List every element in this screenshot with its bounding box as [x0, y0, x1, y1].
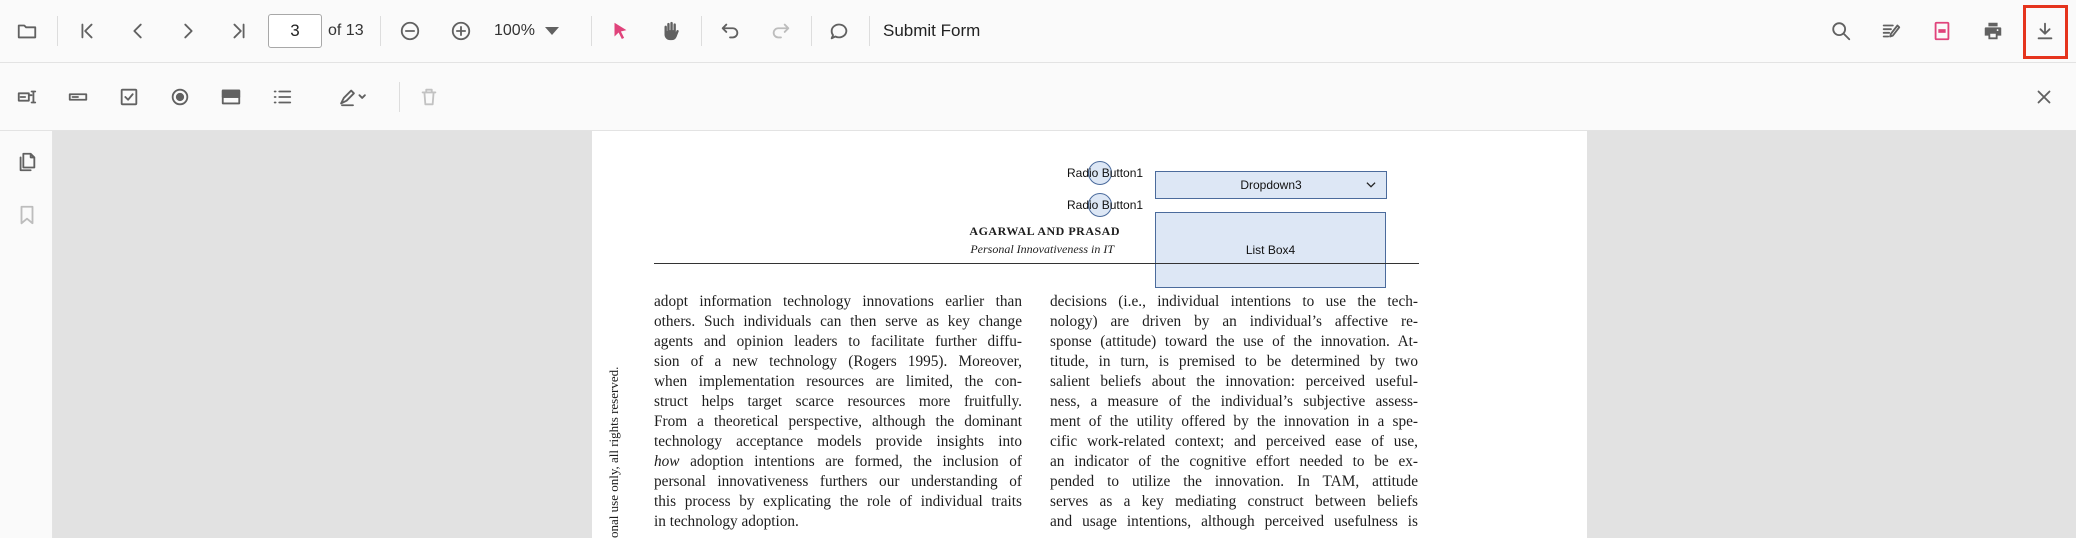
- text-line: adopt information technology innovations earlier than: [654, 293, 1022, 310]
- text-line: sion of a new technology (Rogers 1995). Moreover,: [654, 353, 1022, 370]
- toolbar-separator: [869, 16, 870, 46]
- running-subhead: Personal Innovativeness in IT: [970, 242, 1114, 256]
- text-line: this process by explicating the role of individual traits: [654, 493, 1022, 510]
- listbox-field-label: List Box4: [1245, 243, 1296, 257]
- pan-hand-icon[interactable]: [650, 11, 690, 51]
- first-page-icon[interactable]: [67, 11, 107, 51]
- text-line: agents and opinion leaders to facilitate further diffu-: [654, 333, 1022, 350]
- page-thumbnails-icon[interactable]: [7, 142, 47, 182]
- text-line: sponse (attitude) toward the use of the innovation. At-: [1050, 333, 1418, 350]
- listbox-field[interactable]: [1155, 212, 1386, 288]
- text-line: pended to utilize the innovation. In TAM, attitude: [1050, 473, 1418, 490]
- chevron-down-icon: [1364, 178, 1378, 192]
- text-line: salient beliefs about the innovation: perceived useful-: [1050, 373, 1418, 390]
- previous-page-icon[interactable]: [118, 11, 158, 51]
- toolbar-separator: [701, 16, 702, 46]
- redo-icon[interactable]: [761, 11, 801, 51]
- toolbar-separator: [811, 16, 812, 46]
- checkbox-field-icon[interactable]: [109, 77, 149, 117]
- text-line: [654, 452, 1022, 472]
- text-line: struct helps target scarce resources more fruitfully.: [654, 393, 1022, 410]
- zoom-out-icon[interactable]: [390, 11, 430, 51]
- signature-field-icon[interactable]: [328, 77, 378, 117]
- bookmark-icon[interactable]: [7, 195, 47, 235]
- zoom-dropdown[interactable]: [494, 14, 570, 48]
- page-number-input[interactable]: [268, 14, 322, 48]
- form-designer-toolbar: [0, 63, 2076, 131]
- radio-button-2-label: Radio Button1: [1067, 198, 1144, 212]
- text-line: titude, in turn, is premised to be determined by two: [1050, 353, 1418, 370]
- selection-pointer-icon[interactable]: [600, 11, 640, 51]
- comment-icon[interactable]: [819, 11, 859, 51]
- right-column: [1050, 292, 1418, 532]
- submit-form-button[interactable]: Submit Form: [883, 21, 981, 40]
- last-page-icon[interactable]: [219, 11, 259, 51]
- zoom-in-icon[interactable]: [441, 11, 481, 51]
- text-line: an indicator of the cognitive effort needed to be ex-: [1050, 453, 1418, 470]
- text-line: cific work-related context; and perceived ease of use,: [1050, 433, 1418, 450]
- print-icon[interactable]: [1973, 11, 2013, 51]
- running-head: AGARWAL AND PRASAD: [969, 224, 1120, 238]
- download-highlight-box: [2023, 5, 2068, 59]
- undo-icon[interactable]: [710, 11, 750, 51]
- dropdown-field[interactable]: [1155, 171, 1387, 199]
- dropdown-field-label: Dropdown3: [1240, 178, 1302, 192]
- radio-button-field-icon[interactable]: [160, 77, 200, 117]
- zoom-value: 100%: [494, 22, 535, 39]
- toolbar-separator: [591, 16, 592, 46]
- left-column: [654, 292, 1022, 532]
- toolbar-separator: [380, 16, 381, 46]
- textbox-field-icon[interactable]: [7, 77, 47, 117]
- text-line: serves as a key mediating construct between beliefs: [1050, 493, 1418, 510]
- rotated-margin-text: onal use only, all rights reserved.: [606, 366, 621, 538]
- folder-icon[interactable]: [7, 11, 47, 51]
- italic-word: how: [654, 453, 680, 470]
- text-line: when implementation resources are limited, the con-: [654, 373, 1022, 390]
- annotation-edit-icon[interactable]: [1871, 11, 1911, 51]
- form-designer-icon[interactable]: [1922, 11, 1962, 51]
- text-line: in technology adoption.: [654, 513, 799, 530]
- text-line: decisions (i.e., individual intentions to use the tech-: [1050, 293, 1418, 310]
- delete-icon[interactable]: [409, 77, 449, 117]
- text-line: technology acceptance models provide insights into: [654, 433, 1022, 450]
- listbox-field-icon[interactable]: [262, 77, 302, 117]
- chevron-down-icon: [545, 27, 559, 35]
- main-toolbar: [0, 0, 2076, 63]
- text-line: nology) are driven by an individual’s affective re-: [1050, 313, 1418, 330]
- text-line: personal innovativeness furthers our understanding of: [654, 473, 1022, 490]
- text-line: From a theoretical perspective, although the dominant: [654, 413, 1022, 430]
- header-rule: [654, 263, 1419, 264]
- text-line: and usage intentions, although perceived usefulness is: [1050, 513, 1418, 530]
- toolbar-separator: [399, 82, 400, 112]
- close-icon[interactable]: [2024, 77, 2064, 117]
- search-icon[interactable]: [1821, 11, 1861, 51]
- toolbar-separator: [57, 16, 58, 46]
- document-viewer[interactable]: [53, 131, 2076, 538]
- dropdown-field-icon[interactable]: [211, 77, 251, 117]
- radio-button-1-label: Radio Button1: [1067, 166, 1144, 180]
- text-line-rest: adoption intentions are formed, the inclusion of: [690, 453, 1023, 470]
- text-line: others. Such individuals can then serve as key change: [654, 313, 1022, 330]
- next-page-icon[interactable]: [168, 11, 208, 51]
- text-line: ment of the utility offered by the innovation in a spe-: [1050, 413, 1418, 430]
- pdf-page: [592, 131, 1587, 538]
- password-field-icon[interactable]: [58, 77, 98, 117]
- navigation-sidebar: [0, 131, 53, 538]
- text-line: ness, a measure of the individual’s subjective assess-: [1050, 393, 1418, 410]
- page-count-label: of 13: [328, 22, 364, 39]
